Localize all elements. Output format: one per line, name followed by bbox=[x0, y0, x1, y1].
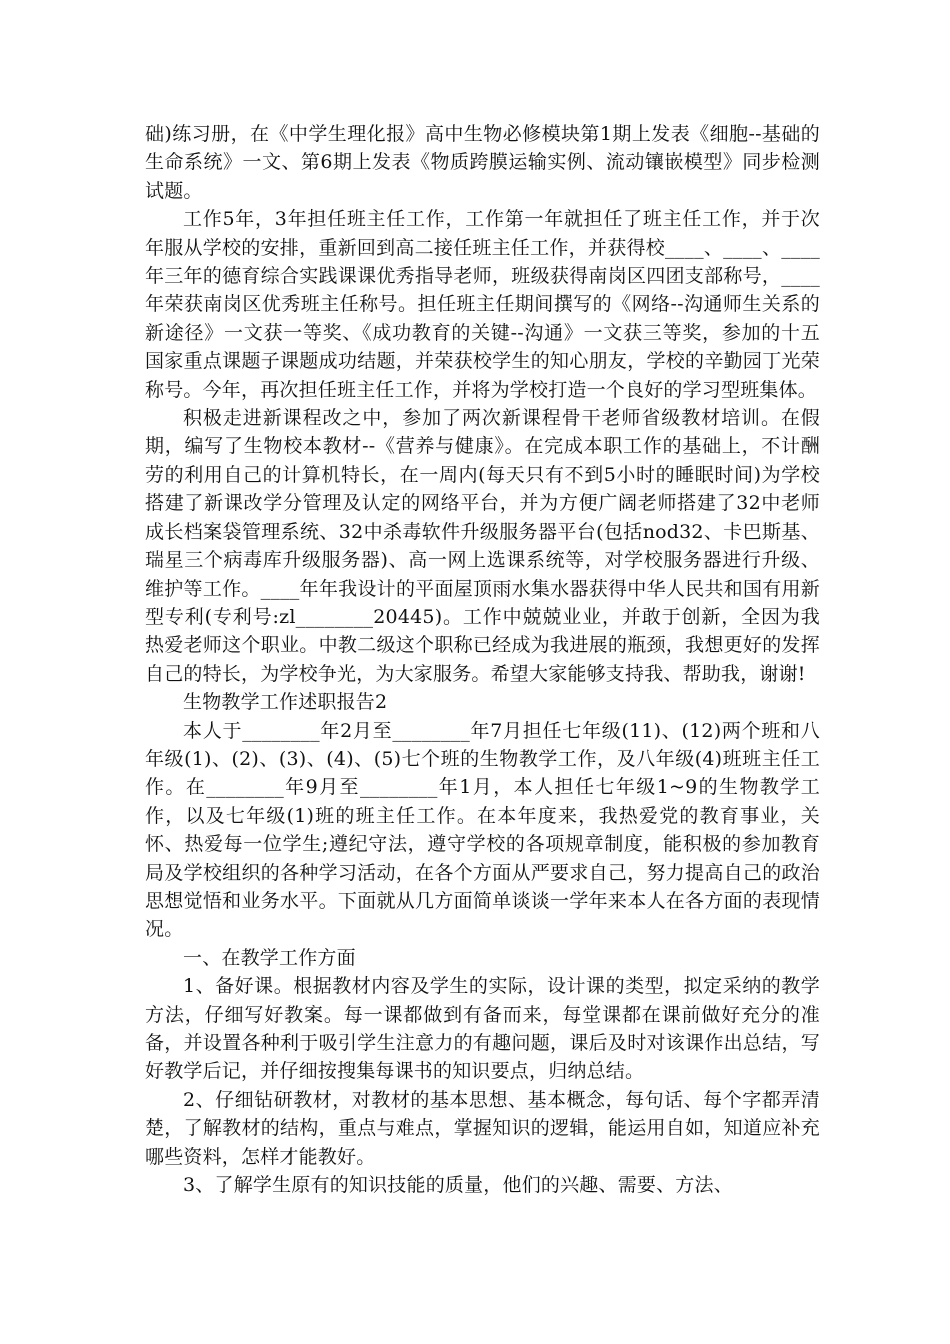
list-item-2: 2、仔细钻研教材，对教材的基本思想、基本概念，每句话、每个字都弄清楚，了解教材的结构，重点与难点，掌握知识的逻辑，能运用自如，知道应补充哪些资料，怎样才能教好。 bbox=[145, 1088, 820, 1168]
paragraph-4: 本人于________年2月至________年7月担任七年级(11)、(12)两个班和八年级(1)、(2)、(3)、(4)、(5)七个班的生物教学工作，及八年级(4)班班主任工作。在________年9月至________年1月，本人担任七年级1~9的生物教学工作，以及七年级(1)班的班主任工作。在本年度来，我热爱党的教育事业，关怀、热爱每一位学生;遵纪守法，遵守学校的各项规章制度，能积极的参加教育局及学校组织的各种学习活动，在各个方面从严要求自己，努力提高自己的政治思想觉悟和业务水平。下面就从几方面简单谈谈一学年来本人在各方面的表现情况。 bbox=[145, 719, 820, 941]
paragraph-1: 础)练习册，在《中学生理化报》高中生物必修模块第1期上发表《细胞--基础的生命系统》一文、第6期上发表《物质跨膜运输实例、流动镶嵌模型》同步检测试题。 bbox=[145, 123, 820, 202]
list-item-3: 3、了解学生原有的知识技能的质量，他们的兴趣、需要、方法、 bbox=[183, 1174, 733, 1197]
subheading-teaching: 一、在教学工作方面 bbox=[183, 946, 356, 969]
document-body bbox=[145, 120, 820, 1199]
list-item-1: 1、备好课。根据教材内容及学生的实际，设计课的类型，拟定采纳的教学方法，仔细写好教案。每一课都做到有备而来，每堂课都在课前做好充分的准备，并设置各种利于吸引学生注意力的有趣问题，课后及时对该课作出总结，写好教学后记，并仔细按搜集每课书的知识要点，归纳总结。 bbox=[145, 975, 820, 1083]
section-title: 生物教学工作述职报告2 bbox=[183, 691, 388, 714]
paragraph-2: 工作5年，3年担任班主任工作，工作第一年就担任了班主任工作，并于次年服从学校的安排，重新回到高二接任班主任工作，并获得校____、____、____年三年的德育综合实践课课优秀指导老师，班级获得南岗区四团支部称号，____年荣获南岗区优秀班主任称号。担任班主任期间撰写的《网络--沟通师生关系的新途径》一文获一等奖、《成功教育的关键--沟通》一文获三等奖，参加的十五国家重点课题子课题成功结题，并荣获校学生的知心朋友，学校的辛勤园丁光荣称号。今年，再次担任班主任工作，并将为学校打造一个良好的学习型班集体。 bbox=[145, 208, 820, 401]
paragraph-3: 积极走进新课程改之中，参加了两次新课程骨干老师省级教材培训。在假期，编写了生物校本教材--《营养与健康》。在完成本职工作的基础上，不计酬劳的利用自己的计算机特长，在一周内(每天只有不到5小时的睡眠时间)为学校搭建了新课改学分管理及认定的网络平台，并为方便广阔老师搭建了32中老师成长档案袋管理系统、32中杀毒软件升级服务器平台(包括nod32、卡巴斯基、瑞星三个病毒库升级服务器)、高一网上选课系统等，对学校服务器进行升级、维护等工作。____年年我设计的平面屋顶雨水集水器获得中华人民共和国有用新型专利(专利号:zl________20445)。工作中兢兢业业，并敢于创新，全因为我热爱老师这个职业。中教二级这个职称已经成为我进展的瓶颈，我想更好的发挥自己的特长，为学校争光，为大家服务。希望大家能够支持我、帮助我，谢谢! bbox=[145, 407, 820, 685]
